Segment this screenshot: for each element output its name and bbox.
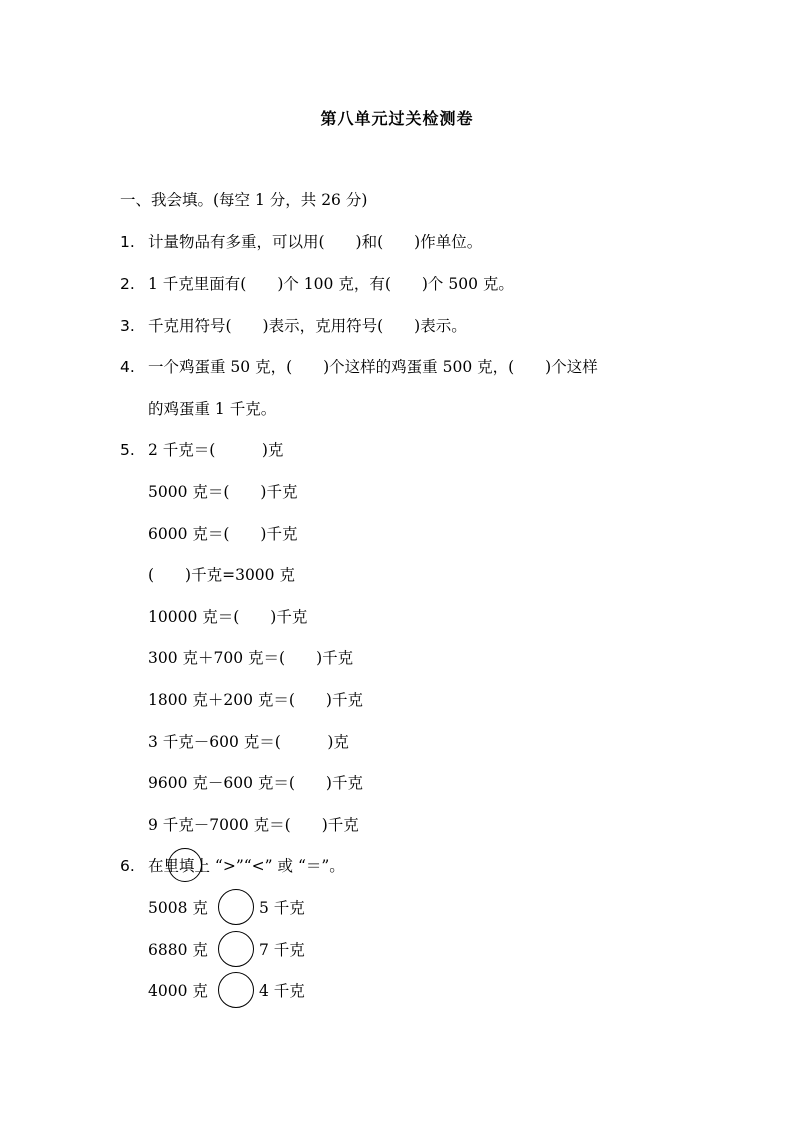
question-2-text: 1 千克里面有( )个 100 克，有( )个 500 克。 bbox=[148, 275, 514, 293]
compare-blank-circle[interactable] bbox=[218, 972, 254, 1008]
compare-blank-circle[interactable] bbox=[218, 889, 254, 925]
question-number-5: 5. bbox=[120, 441, 135, 459]
question-number-2: 2. bbox=[120, 275, 135, 293]
page-title: 第八单元过关检测卷 bbox=[320, 109, 474, 128]
conversion-item: ( )千克=3000 克 bbox=[148, 566, 295, 584]
conversion-item: 5000 克＝( )千克 bbox=[148, 483, 298, 501]
circle-icon bbox=[168, 848, 202, 882]
compare-blank-circle[interactable] bbox=[218, 931, 254, 967]
conversion-item: 300 克＋700 克＝( )千克 bbox=[148, 649, 354, 667]
conversion-item: 9 千克－7000 克＝( )千克 bbox=[148, 816, 359, 834]
question-number-3: 3. bbox=[120, 317, 135, 335]
question-1-text: 计量物品有多重，可以用( )和( )作单位。 bbox=[148, 233, 483, 251]
question-4-text-continued: 的鸡蛋重 1 千克。 bbox=[148, 400, 277, 418]
compare-right: 4 千克 bbox=[259, 982, 305, 1000]
compare-left: 5008 克 bbox=[148, 899, 208, 917]
conversion-item: 3 千克－600 克＝( )克 bbox=[148, 733, 349, 751]
compare-left: 4000 克 bbox=[148, 982, 208, 1000]
question-number-4: 4. bbox=[120, 358, 135, 376]
conversion-item: 10000 克＝( )千克 bbox=[148, 608, 308, 626]
compare-left: 6880 克 bbox=[148, 941, 208, 959]
question-number-1: 1. bbox=[120, 233, 135, 251]
question-number-6: 6. bbox=[120, 857, 135, 875]
question-3-text: 千克用符号( )表示，克用符号( )表示。 bbox=[148, 317, 467, 335]
question-6-text: 在里填上 “>”“<” 或 “＝”。 bbox=[148, 857, 345, 875]
conversion-item: 6000 克＝( )千克 bbox=[148, 525, 298, 543]
conversion-item: 9600 克－600 克＝( )千克 bbox=[148, 774, 363, 792]
conversion-item: 2 千克＝( )克 bbox=[148, 441, 284, 459]
compare-right: 7 千克 bbox=[259, 941, 305, 959]
compare-right: 5 千克 bbox=[259, 899, 305, 917]
conversion-item: 1800 克＋200 克＝( )千克 bbox=[148, 691, 363, 709]
section-heading-1: 一、我会填。(每空 1 分，共 26 分) bbox=[120, 191, 368, 209]
question-4-text: 一个鸡蛋重 50 克，( )个这样的鸡蛋重 500 克，( )个这样 bbox=[148, 358, 598, 376]
